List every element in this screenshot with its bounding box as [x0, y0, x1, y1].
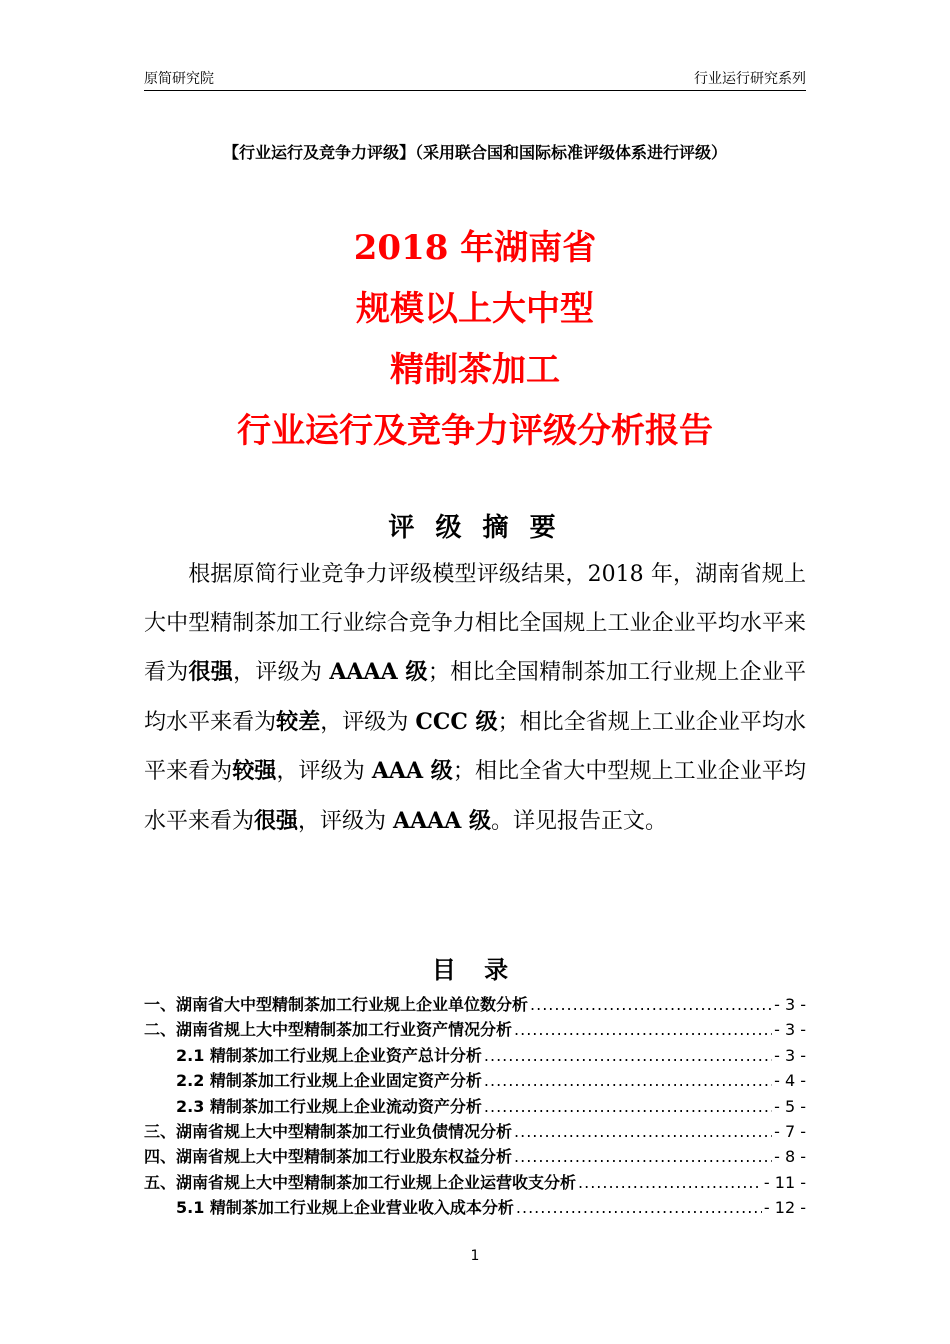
- toc-entry-page: - 11 -: [763, 1172, 806, 1192]
- toc-entry[interactable]: [144, 1119, 806, 1144]
- toc-entry[interactable]: [144, 1195, 806, 1220]
- toc-entry-label: 2.2 精制茶加工行业规上企业固定资产分析: [176, 1071, 482, 1091]
- toc-entry[interactable]: [144, 1144, 806, 1169]
- summary-rating-text: AAAA 级: [329, 659, 428, 685]
- toc-entry-page: - 3 -: [774, 1020, 806, 1040]
- title-line: 行业运行及竞争力评级分析报告: [237, 411, 713, 451]
- summary-rating-text: 较差: [276, 708, 321, 735]
- summary-text: ，评级为: [320, 709, 416, 735]
- toc-entry-label: 2.3 精制茶加工行业规上企业流动资产分析: [176, 1096, 482, 1116]
- toc-entry-label: 二、湖南省规上大中型精制茶加工行业资产情况分析: [144, 1020, 513, 1040]
- table-of-contents: [144, 992, 806, 1221]
- toc-entry-label: 五、湖南省规上大中型精制茶加工行业规上企业运营收支分析: [144, 1172, 577, 1192]
- summary-text: 。详见报告正文。: [490, 808, 667, 834]
- toc-entry-label: 四、湖南省规上大中型精制茶加工行业股东权益分析: [144, 1147, 513, 1167]
- toc-entry-page: - 3 -: [774, 995, 806, 1014]
- toc-leader-dots: [516, 1198, 762, 1217]
- toc-entry-label: 5.1 精制茶加工行业规上企业营业收入成本分析: [176, 1198, 514, 1218]
- toc-entry-label: 2.1 精制茶加工行业规上企业资产总计分析: [176, 1045, 482, 1065]
- toc-entry[interactable]: [144, 1094, 806, 1119]
- summary-rating-text: AAA 级: [371, 758, 453, 784]
- toc-entry[interactable]: [144, 1043, 806, 1068]
- summary-rating-text: AAAA 级: [393, 807, 491, 834]
- toc-entry[interactable]: [144, 1068, 806, 1093]
- summary-text: ；相比全省规上工业企业平均水平来看为: [144, 709, 806, 784]
- header-series: 行业运行研究系列: [694, 71, 806, 87]
- summary-rating-text: CCC 级: [415, 708, 498, 735]
- summary-heading: 评 级 摘 要: [388, 513, 562, 543]
- toc-leader-dots: [578, 1173, 762, 1192]
- summary-rating-text: 很强: [188, 659, 234, 685]
- summary-text: ，评级为: [233, 660, 330, 685]
- toc-entry-label: 三、湖南省规上大中型精制茶加工行业负债情况分析: [144, 1121, 513, 1141]
- toc-entry-page: - 4 -: [774, 1071, 806, 1091]
- title-line: 规模以上大中型: [356, 289, 594, 329]
- summary-text: ，评级为: [298, 808, 394, 834]
- toc-leader-dots: [484, 1097, 772, 1116]
- summary-text: ，评级为: [276, 759, 372, 784]
- title-line: 精制茶加工: [390, 350, 560, 390]
- summary-text: ；相比全国精制茶加工行业规上企业平均水平来看为: [144, 660, 806, 735]
- toc-leader-dots: [484, 1046, 772, 1065]
- toc-leader-dots: [484, 1071, 772, 1090]
- page-header: [144, 68, 806, 91]
- summary-paragraph: [144, 551, 806, 846]
- title-line: 2018 年湖南省: [353, 228, 597, 268]
- toc-leader-dots: [514, 1122, 772, 1141]
- toc-entry-page: - 8 -: [774, 1147, 806, 1167]
- toc-entry-page: - 7 -: [774, 1121, 806, 1141]
- summary-text: ；相比全省大中型规上工业企业平均水平来看为: [144, 759, 806, 834]
- header-organization: 原简研究院: [144, 71, 214, 87]
- toc-leader-dots: [514, 1147, 772, 1166]
- page-number: 1: [470, 1248, 480, 1264]
- toc-entry[interactable]: [144, 992, 806, 1017]
- report-subtitle: 【行业运行及竞争力评级】（采用联合国和国际标准评级体系进行评级）: [222, 143, 727, 162]
- summary-text: 根据原简行业竞争力评级模型评级结果，2018 年，湖南省规上大中型精制茶加工行业综合竞争力相比全国规上工业企业平均水平来看为: [144, 562, 806, 685]
- toc-leader-dots: [530, 995, 772, 1014]
- report-title: [144, 218, 806, 462]
- summary-rating-text: 较强: [232, 758, 277, 784]
- summary-rating-text: 很强: [254, 807, 299, 834]
- toc-entry[interactable]: [144, 1170, 806, 1195]
- toc-entry-page: - 12 -: [763, 1198, 806, 1218]
- toc-leader-dots: [514, 1020, 772, 1039]
- toc-heading: 目 录: [431, 956, 519, 984]
- toc-entry-page: - 5 -: [774, 1096, 806, 1116]
- toc-entry-page: - 3 -: [774, 1045, 806, 1065]
- toc-entry-label: 一、湖南省大中型精制茶加工行业规上企业单位数分析: [144, 995, 529, 1014]
- toc-entry[interactable]: [144, 1017, 806, 1042]
